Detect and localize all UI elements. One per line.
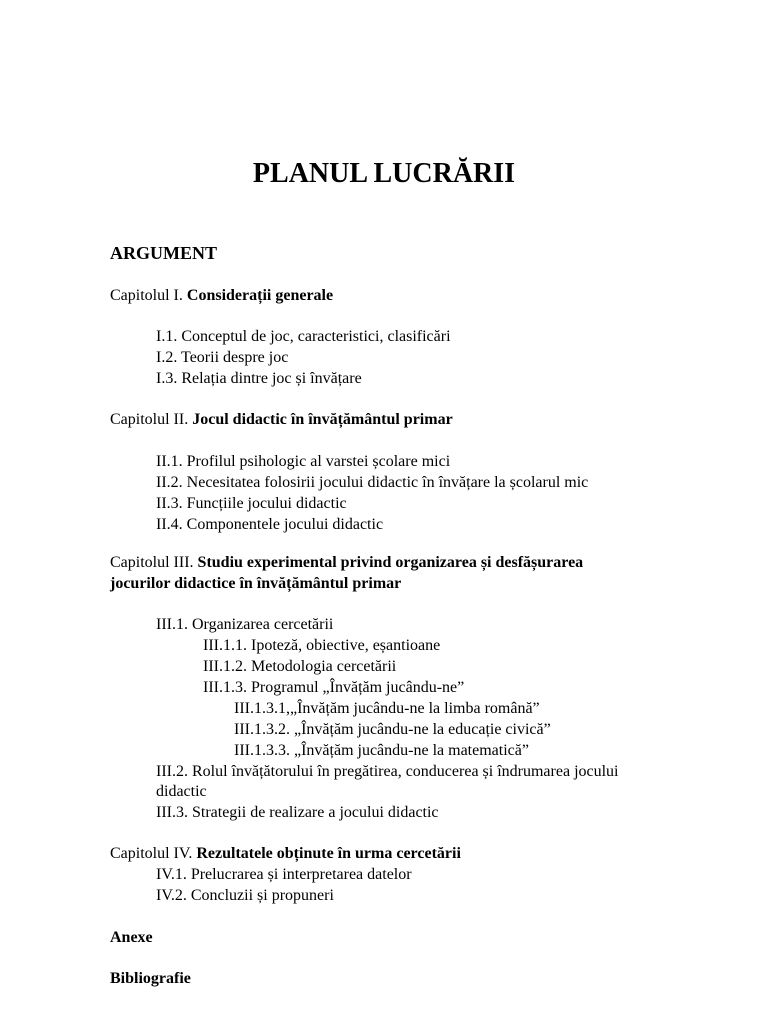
toc-item: II.4. Componentele jocului didactic [156, 516, 384, 533]
chapter-4-title: Rezultatele obținute în urma cercetării [196, 845, 461, 862]
chapter-4-heading [110, 843, 461, 864]
chapter-1-title: Considerații generale [186, 287, 334, 304]
toc-item: III.1.2. Metodologia cercetării [203, 658, 397, 675]
anexe-heading: Anexe [110, 929, 153, 946]
chapter-1-prefix: Capitolul I. [110, 287, 187, 304]
toc-item: I.1. Conceptul de joc, caracteristici, clasificări [156, 328, 451, 345]
chapter-3-title-line1: Studiu experimental privind organizarea și desfășurarea [197, 554, 584, 571]
chapter-4-prefix: Capitolul IV. [110, 845, 197, 862]
toc-item: IV.1. Prelucrarea și interpretarea datelor [156, 866, 412, 883]
toc-item: I.2. Teorii despre joc [156, 349, 289, 366]
chapter-1-heading [110, 285, 333, 306]
chapter-2-title: Jocul didactic în învățământul primar [192, 411, 453, 428]
toc-item: I.3. Relația dintre joc și învățare [156, 370, 362, 387]
bibliografie-heading: Bibliografie [110, 970, 191, 987]
toc-item-continuation: didactic [156, 783, 207, 800]
toc-item: III.1.3.1,„Învățăm jucându-ne la limba română” [234, 700, 540, 717]
toc-item: IV.2. Concluzii și propuneri [156, 887, 334, 904]
toc-item: III.1.3. Programul „Învățăm jucându-ne” [203, 679, 465, 696]
chapter-2-heading [110, 409, 453, 430]
toc-item: III.3. Strategii de realizare a jocului didactic [156, 804, 439, 821]
chapter-3-title-line2: jocurilor didactice în învățământul primar [110, 575, 402, 592]
toc-item: III.1.3.3. „Învățăm jucându-ne la matematică” [234, 742, 529, 759]
toc-item: II.2. Necesitatea folosirii jocului didactic în învățare la școlarul mic [156, 474, 589, 491]
chapter-3-prefix: Capitolul III. [110, 554, 198, 571]
toc-item: II.1. Profilul psihologic al varstei școlare mici [156, 453, 451, 470]
argument-heading: ARGUMENT [110, 243, 217, 263]
toc-item: III.2. Rolul învățătorului în pregătirea, conducerea și îndrumarea jocului [156, 763, 619, 780]
chapter-3-heading [110, 552, 583, 573]
chapter-2-prefix: Capitolul II. [110, 411, 193, 428]
toc-item: III.1. Organizarea cercetării [156, 616, 334, 633]
toc-item: II.3. Funcțiile jocului didactic [156, 495, 347, 512]
toc-item: III.1.1. Ipoteză, obiective, eșantioane [203, 637, 441, 654]
page-title: PLANUL LUCRĂRII [252, 158, 516, 189]
toc-item: III.1.3.2. „Învățăm jucându-ne la educație civică” [234, 721, 551, 738]
